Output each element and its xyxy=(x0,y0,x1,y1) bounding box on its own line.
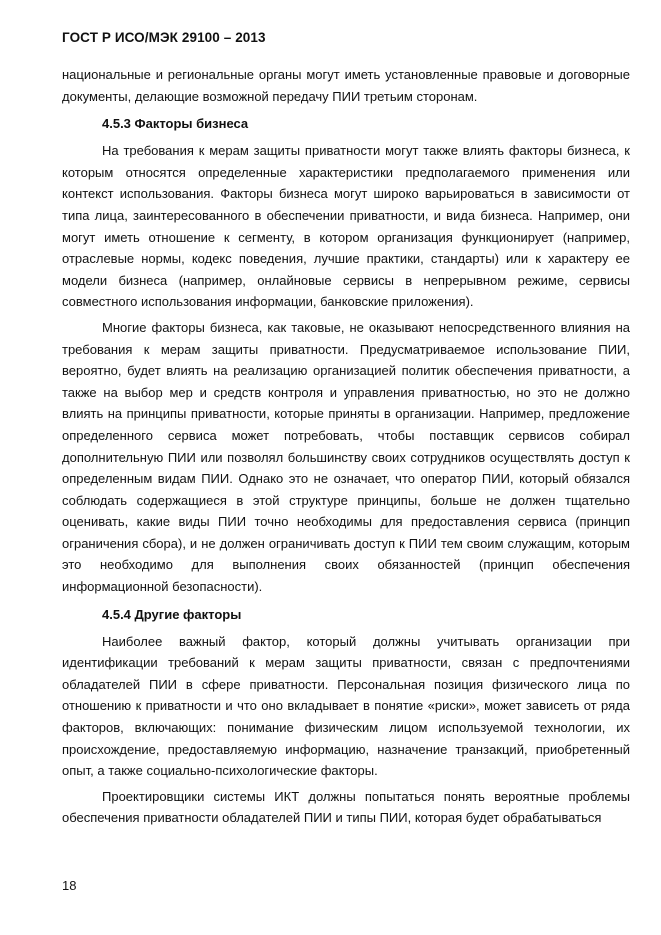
section-4-5-3-paragraph-1: На требования к мерам защиты приватности могут также влиять факторы бизнеса, к которым относятся определенные характеристики предполагаемого применения или контекст использования. Факторы бизнеса могут широко варьироваться в зависимости от типа лица, заинтересованного в обеспечении приватности, и вида бизнеса. Например, они могут иметь отношение к сегменту, в котором организация функционирует (например, отраслевые нормы, кодекс поведения, лучшие практики, стандарты) или к характеру ее модели бизнеса (например, онлайновые сервисы в непрерывном режиме, сервисы совместного использования информации, банковские приложения). xyxy=(62,143,630,310)
intro-paragraph: национальные и региональные органы могут иметь установленные правовые и договорные документы, делающие возможной передачу ПИИ третьим сторонам. xyxy=(62,67,630,104)
section-heading-4-5-3: 4.5.3 Факторы бизнеса xyxy=(102,116,249,132)
section-4-5-3-paragraph-2: Многие факторы бизнеса, как таковые, не оказывают непосредственного влияния на требования к мерам защиты приватности. Предусматриваемое использование ПИИ, вероятно, будет влиять на реализацию организацией политик обеспечения приватности, а также на выбор мер и средств контроля и управления приватностью, но это не должно влиять на принципы приватности, которые приняты в организации. Например, предложение определенного сервиса может потребовать, чтобы поставщик сервисов собирал дополнительную ПИИ или позволял большинству своих сотрудников осуществлять доступ к определенным видам ПИИ. Однако это не означает, что оператор ПИИ, который обязался соблюдать содержащиеся в этой структуре принципы, больше не должен тщательно оценивать, какие виды ПИИ точно необходимы для предоставления сервиса (принцип ограничения сбора), и не должен ограничивать доступ к ПИИ тем своим служащим, которым это необходимо для выполнения своих обязанностей (принцип обеспечения информационной безопасности). xyxy=(62,319,630,595)
section-4-5-4-paragraph-1: Наиболее важный фактор, который должны учитывать организации при идентификации требований к мерам защиты приватности, связан с предпочтениями обладателей ПИИ в сфере приватности. Персональная позиция физического лица по отношению к приватности и что оно вкладывает в понятие «риски», может зависеть от ряда факторов, включающих: понимание физическим лицом используемой технологии, их происхождение, предоставляемую информацию, назначение транзакций, приобретенный опыт, а также социально-психологические факторы. xyxy=(62,633,630,779)
document-header: ГОСТ Р ИСО/МЭК 29100 – 2013 xyxy=(62,30,266,45)
section-heading-4-5-4: 4.5.4 Другие факторы xyxy=(102,606,242,622)
page-number: 18 xyxy=(62,878,77,893)
document-body xyxy=(62,64,630,829)
section-4-5-4-paragraph-2: Проектировщики системы ИКТ должны попытаться понять вероятные проблемы обеспечения приватности обладателей ПИИ и типы ПИИ, которая будет обрабатываться xyxy=(62,788,630,826)
